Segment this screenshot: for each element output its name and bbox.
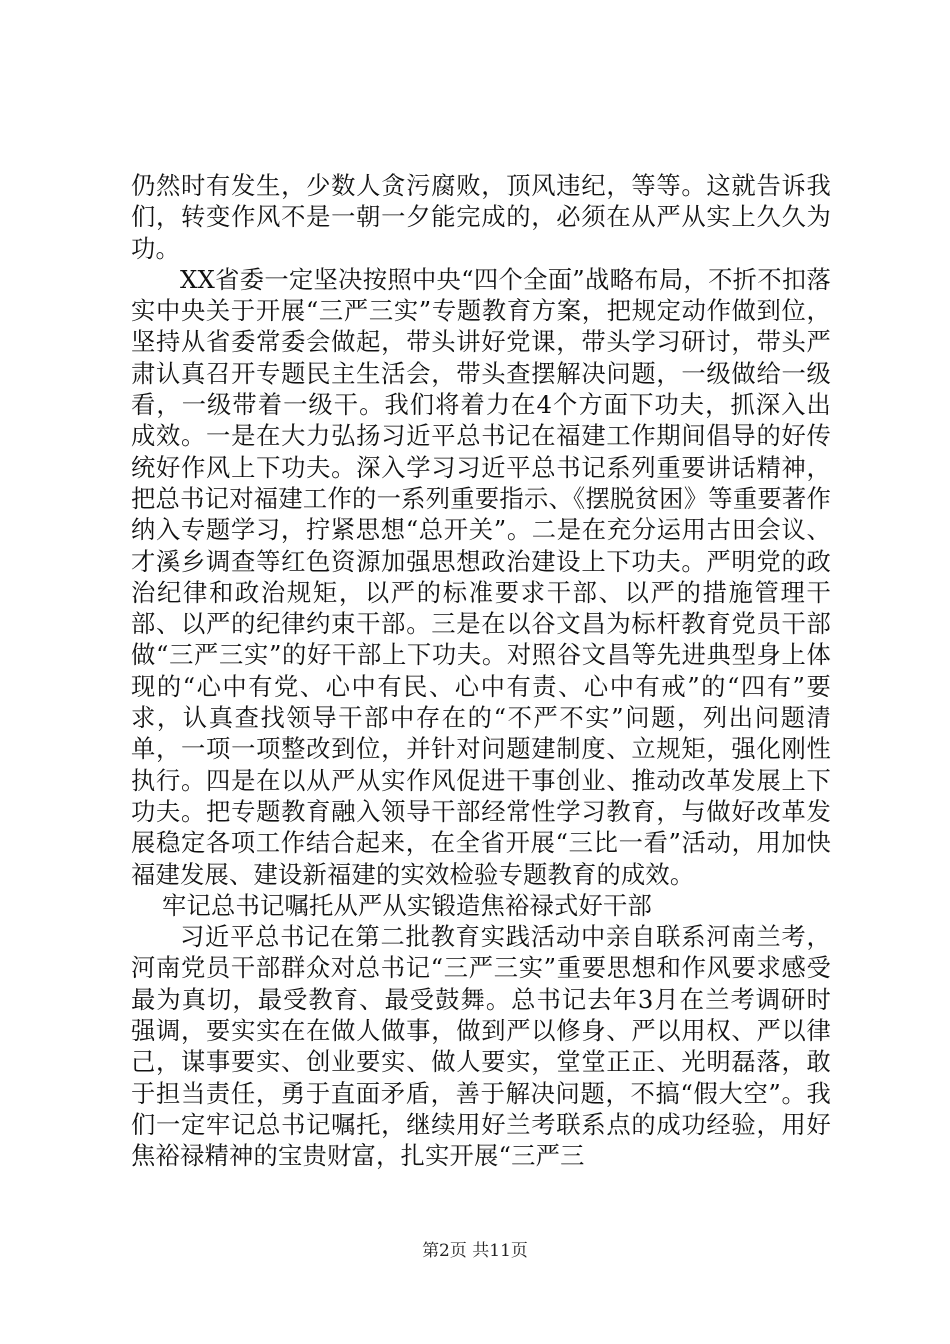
paragraph-henan-lankao: 习近平总书记在第二批教育实践活动中亲自联系河南兰考，河南党员干部群众对总书记“三严三实”重要思想和作风要求感受最为真切，最受教育、最受鼓舞。总书记去年3月在兰考调研时强调，要实实在在做人做事，做到严以修身、严以用权、严以律己，谋事要实、创业要实、做人要实，堂堂正正、光明磊落，敢于担当责任，勇于直面矛盾，善于解决问题，不搞“假大空”。我们一定牢记总书记嘱托，继续用好兰考联系点的成功经验，用好焦裕禄精神的宝贵财富，扎实开展“三严三	[131, 922, 831, 1171]
section-heading: 牢记总书记嘱托从严从实锻造焦裕禄式好干部	[162, 890, 652, 920]
page-footer: 第2页 共11页	[422, 1241, 528, 1261]
paragraph-continuation: 仍然时有发生，少数人贪污腐败，顶风违纪，等等。这就告诉我们，转变作风不是一朝一夕能完成的，必须在从严从实上久久为功。	[131, 171, 831, 263]
paragraph-provincial-plan: XX省委一定坚决按照中央“四个全面”战略布局，不折不扣落实中央关于开展“三严三实”专题教育方案，把规定动作做到位，坚持从省委常委会做起，带头讲好党课，带头学习研讨，带头严肃认真召开专题民主生活会，带头查摆解决问题，一级做给一级看，一级带着一级干。我们将着力在4个方面下功夫，抓深入出成效。一是在大力弘扬习近平总书记在福建工作期间倡导的好传统好作风上下功夫。深入学习习近平总书记系列重要讲话精神，把总书记对福建工作的一系列重要指示、《摆脱贫困》等重要著作纳入专题学习，拧紧思想“总开关”。二是在充分运用古田会议、才溪乡调查等红色资源加强思想政治建设上下功夫。严明党的政治纪律和政治规矩，以严的标准要求干部、以严的措施管理干部、以严的纪律约束干部。三是在以谷文昌为标杆教育党员干部做“三严三实”的好干部上下功夫。对照谷文昌等先进典型身上体现的“心中有党、心中有民、心中有责、心中有戒”的“四有”要求，认真查找领导干部中存在的“不严不实”问题，列出问题清单，一项一项整改到位，并针对问题建制度、立规矩，强化刚性执行。四是在以从严从实作风促进干事创业、推动改革发展上下功夫。把专题教育融入领导干部经常性学习教育，与做好改革发展稳定各项工作结合起来，在全省开展“三比一看”活动，用加快福建发展、建设新福建的实效检验专题教育的成效。	[131, 264, 831, 889]
document-body	[131, 170, 831, 1172]
